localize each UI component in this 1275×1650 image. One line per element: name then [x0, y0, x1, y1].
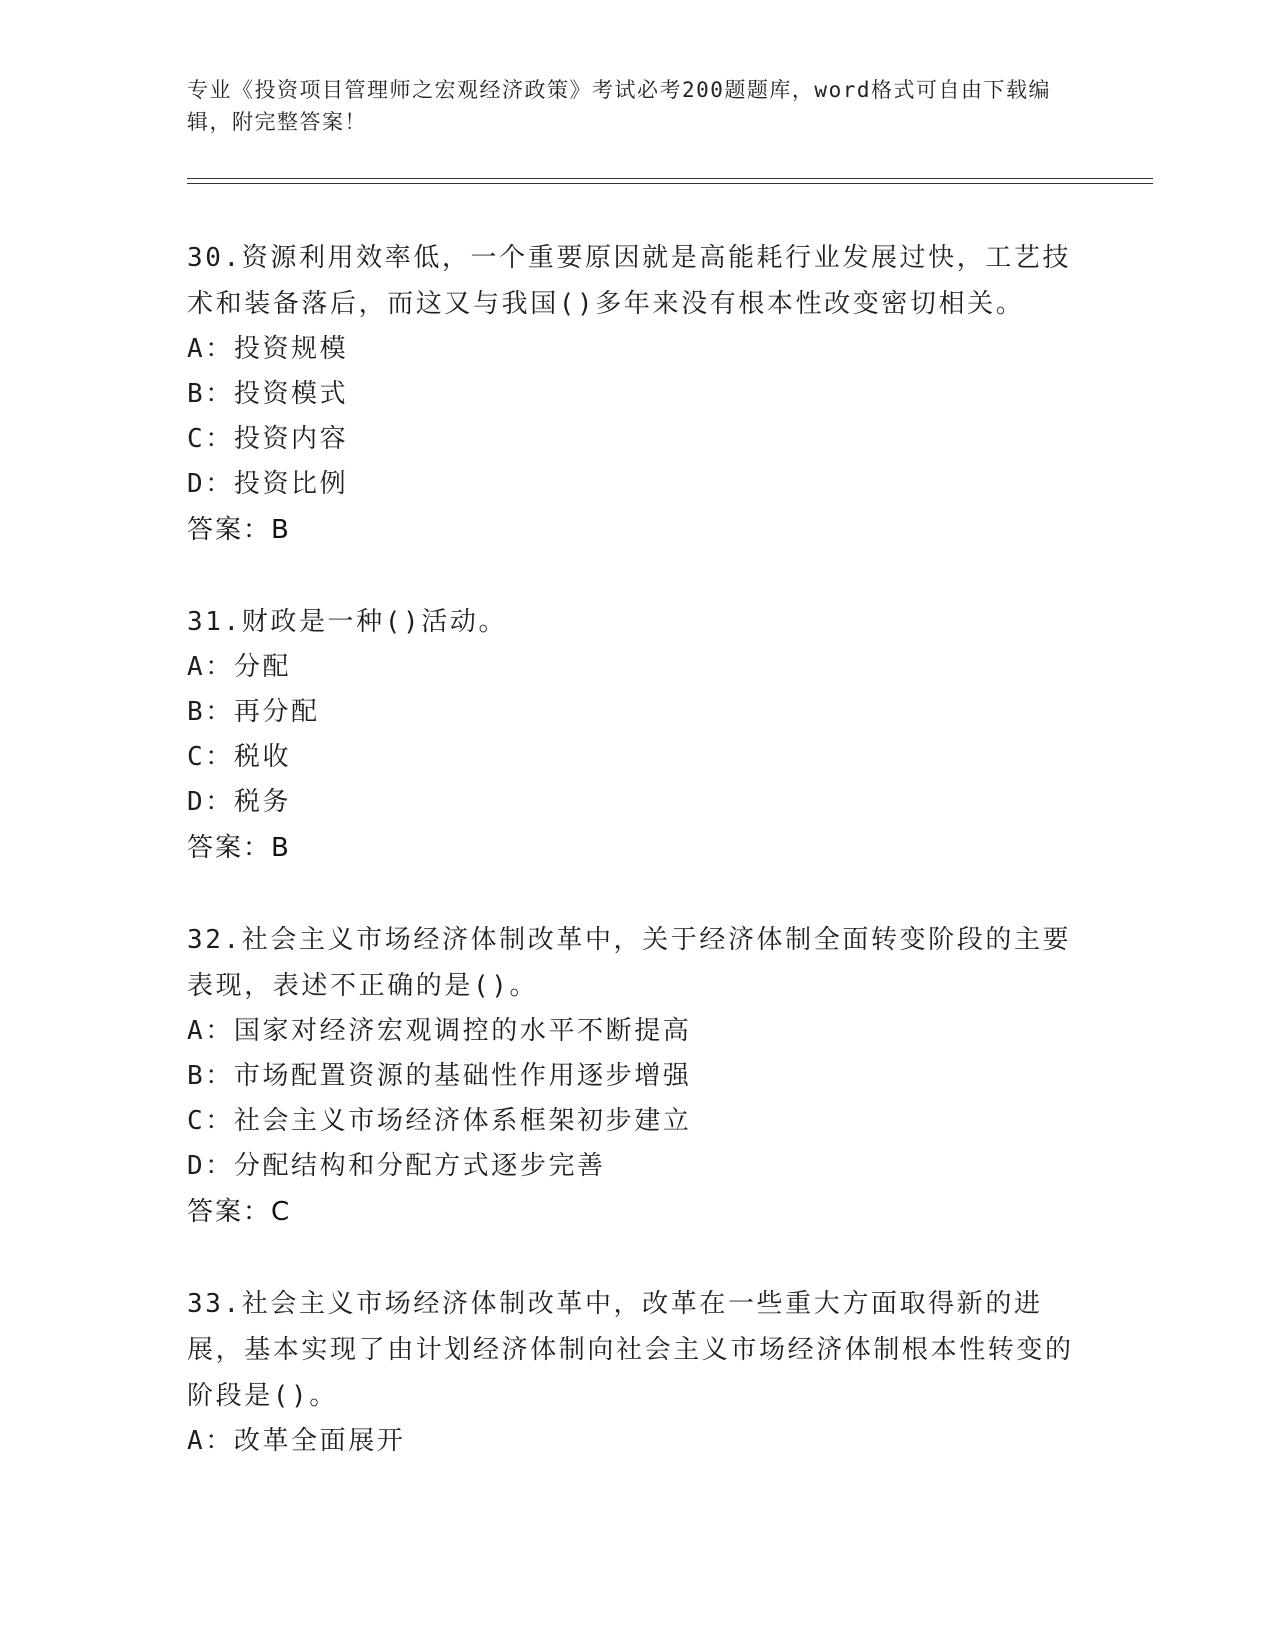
question-text: 31.财政是一种()活动。 [187, 607, 508, 637]
question-30 [187, 235, 1087, 553]
answer-line: 答案：C [187, 1197, 292, 1227]
header-rule-bottom [187, 183, 1153, 184]
option-b: B：再分配 [187, 697, 320, 727]
option-b: B：市场配置资源的基础性作用逐步增强 [187, 1061, 692, 1091]
option-c: C：社会主义市场经济体系框架初步建立 [187, 1106, 692, 1136]
answer-line: 答案：B [187, 833, 291, 863]
question-32 [187, 917, 1087, 1235]
question-33 [187, 1281, 1087, 1464]
option-a: A：改革全面展开 [187, 1426, 406, 1456]
document-header: 专业《投资项目管理师之宏观经济政策》考试必考200题题库，word格式可自由下载编辑，附完整答案！ [187, 78, 1051, 134]
question-text: 30.资源利用效率低，一个重要原因就是高能耗行业发展过快，工艺技术和装备落后，而这又与我国()多年来没有根本性改变密切相关。 [187, 243, 1072, 319]
answer-line: 答案：B [187, 515, 291, 545]
question-text: 32.社会主义市场经济体制改革中，关于经济体制全面转变阶段的主要表现，表述不正确的是()。 [187, 925, 1072, 1001]
option-d: D：投资比例 [187, 469, 349, 499]
option-a: A：投资规模 [187, 334, 349, 364]
option-c: C：税收 [187, 742, 292, 772]
option-a: A：国家对经济宏观调控的水平不断提高 [187, 1016, 692, 1046]
question-list [187, 235, 1087, 1510]
question-31 [187, 599, 1087, 871]
option-b: B：投资模式 [187, 379, 349, 409]
question-text: 33.社会主义市场经济体制改革中，改革在一些重大方面取得新的进展，基本实现了由计划经济体制向社会主义市场经济体制根本性转变的阶段是()。 [187, 1289, 1074, 1411]
option-d: D：税务 [187, 787, 292, 817]
option-d: D：分配结构和分配方式逐步完善 [187, 1151, 606, 1181]
header-rule-top [187, 178, 1153, 179]
option-c: C：投资内容 [187, 424, 349, 454]
option-a: A：分配 [187, 652, 292, 682]
